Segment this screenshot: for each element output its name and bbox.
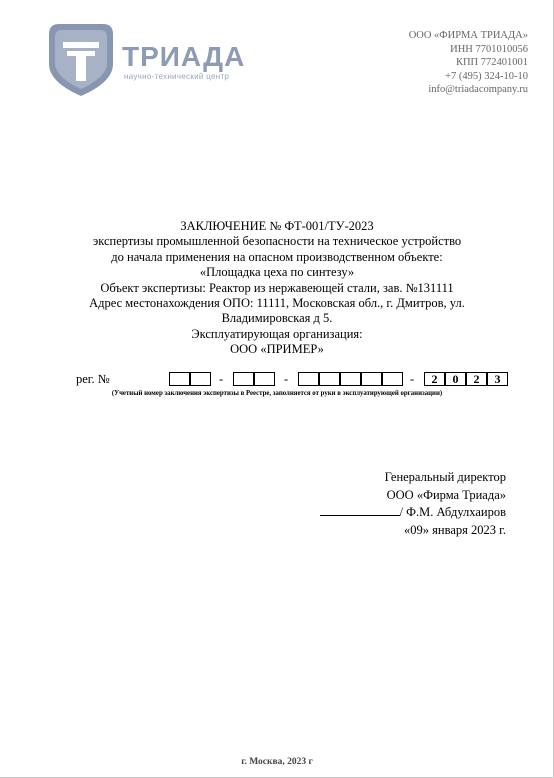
reg-cell[interactable]: [319, 372, 340, 386]
registration-note: (Учетный номер заключения экспертизы в Реестре, заполняется от руки в эксплуатирующей организации): [111, 390, 443, 397]
document-line: Объект экспертизы: Реактор из нержавеющей стали, зав. №131111: [100, 280, 454, 295]
reg-cell[interactable]: [340, 372, 361, 386]
reg-dash: -: [284, 372, 289, 386]
company-name: ООО «ФИРМА ТРИАДА»: [408, 30, 528, 41]
reg-cell[interactable]: [190, 372, 211, 386]
document-line: экспертизы промышленной безопасности на техническое устройство: [92, 234, 462, 249]
reg-cell[interactable]: [361, 372, 382, 386]
company-email: info@triadacompany.ru: [428, 84, 528, 95]
registration-label: рег. №: [76, 372, 110, 386]
reg-dash: -: [219, 372, 224, 386]
reg-cell[interactable]: [169, 372, 190, 386]
document-line: «Площадка цеха по синтезу»: [199, 265, 355, 280]
reg-year-cell: 3: [487, 372, 508, 386]
company-inn: ИНН 7701010056: [450, 43, 528, 55]
reg-cell[interactable]: [382, 372, 403, 386]
logo-tagline: научно-технический центр: [124, 72, 230, 81]
document-line: Адрес местонахождения ОПО: 11111, Московская обл., г. Дмитров, ул.: [89, 296, 465, 311]
document-line: до начала применения на опасном производственном объекте:: [111, 249, 443, 264]
document-line: Эксплуатирующая организация:: [191, 326, 363, 341]
reg-cell[interactable]: [254, 372, 275, 386]
signature-line: [320, 504, 400, 516]
company-details: [409, 29, 528, 97]
signer-position: Генеральный директор: [384, 470, 506, 484]
reg-cell[interactable]: [233, 372, 254, 386]
reg-dash: -: [410, 372, 415, 386]
signer-organization: ООО «Фирма Триада»: [386, 487, 506, 502]
company-phone: +7 (495) 324-10-10: [445, 70, 528, 82]
company-kpp: КПП 772401001: [455, 57, 528, 68]
signer-name-row: [320, 504, 506, 522]
footer-place-year: г. Москва, 2023 г: [241, 757, 313, 767]
reg-cell[interactable]: [298, 372, 319, 386]
logo-name: ТРИАДА: [122, 41, 246, 72]
signature-block: [320, 469, 506, 539]
document-title: ЗАКЛЮЧЕНИЕ № ФТ-001/ТУ-2023: [180, 219, 374, 233]
signer-name: / Ф.М. Абдулхаиров: [399, 505, 506, 519]
document-line: Владимировская д 5.: [221, 311, 333, 326]
registration-number: [0, 371, 554, 391]
reg-year-cell: 2: [466, 372, 487, 386]
signature-date: «09» января 2023 г.: [404, 522, 506, 537]
reg-year-cell: 0: [445, 372, 466, 386]
document-line: ООО «ПРИМЕР»: [230, 342, 324, 357]
document-title-block: [60, 219, 494, 358]
reg-year-cell: 2: [424, 372, 445, 386]
